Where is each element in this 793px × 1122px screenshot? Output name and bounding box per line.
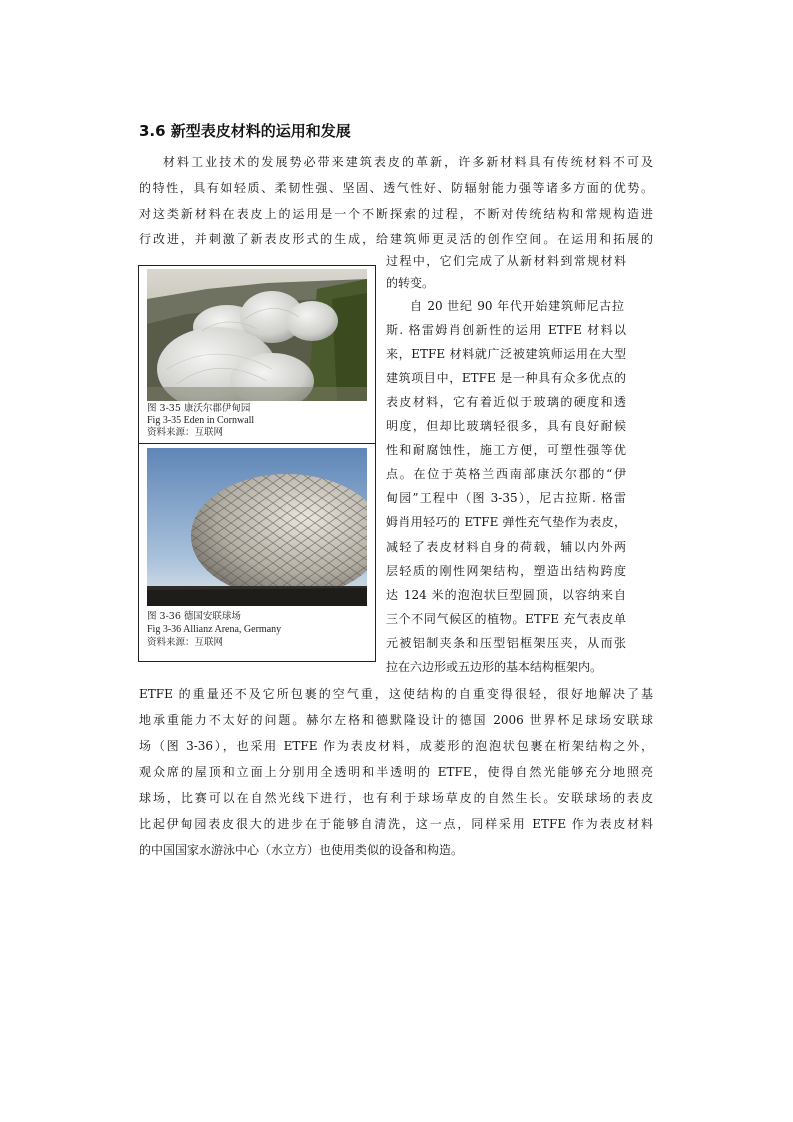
- body-text-line: 观众席的屋顶和立面上分别用全透明和半透明的 ETFE，使得自然光能够充分地照亮: [139, 765, 653, 779]
- figure-caption-cn: 图 3-36 德国安联球场: [147, 611, 241, 622]
- body-text-line: 比起伊甸园表皮很大的进步在于能够自清洗，这一点，同样采用 ETFE 作为表皮材料: [139, 817, 653, 831]
- allianz-photo: [147, 448, 367, 606]
- figure-caption-cn: 图 3-35 康沃尔郡伊甸园: [147, 403, 251, 414]
- body-text-line: 斯. 格雷姆肖创新性的运用 ETFE 材料以: [386, 323, 626, 337]
- body-text-line: 拉在六边形或五边形的基本结构框架内。: [386, 660, 603, 674]
- body-text-line: ETFE 的重量还不及它所包裹的空气重，这使结构的自重变得很轻，很好地解决了基: [139, 687, 653, 701]
- body-text-line: 性和耐腐蚀性，施工方便，可塑性强等优: [386, 443, 626, 457]
- body-text-line: 达 124 米的泡泡状巨型圆顶，以容纳来自: [386, 588, 626, 602]
- body-text-line: 球场，比赛可以在自然光线下进行，也有利于球场草皮的自然生长。安联球场的表皮: [139, 791, 653, 805]
- figure-caption-en: Fig 3-35 Eden in Cornwall: [147, 415, 255, 426]
- body-text-line: 行改进，并刺激了新表皮形式的生成，给建筑师更灵活的创作空间。在运用和拓展的: [139, 232, 653, 246]
- body-text-line: 点。在位于英格兰西南部康沃尔郡的“伊: [386, 467, 626, 481]
- figure-source: 资料来源：互联网: [147, 637, 224, 648]
- body-text-line: 明度，但却比玻璃轻很多，具有良好耐候: [386, 419, 626, 433]
- body-text-line: 甸园”工程中（图 3-35），尼古拉斯. 格雷: [386, 491, 626, 505]
- body-text-line: 减轻了表皮材料自身的荷载，辅以内外两: [386, 540, 626, 554]
- body-text-line: 的中国国家水游泳中心（水立方）也使用类似的设备和构造。: [139, 843, 464, 857]
- figure-source: 资料来源：互联网: [147, 427, 224, 438]
- body-text-line: 对这类新材料在表皮上的运用是一个不断探索的过程，不断对传统结构和常规构造进: [139, 207, 653, 221]
- section-title: 3.6 新型表皮材料的运用和发展: [139, 122, 351, 140]
- body-text-line: 表皮材料，它有着近似于玻璃的硬度和透: [386, 395, 626, 409]
- body-text-line: 过程中，它们完成了从新材料到常规材料: [386, 254, 626, 268]
- figure-eden: [138, 265, 376, 445]
- body-text-line: 场（图 3-36），也采用 ETFE 作为表皮材料，成菱形的泡泡状包裹在桁架结构之外，: [139, 739, 653, 753]
- figure-caption-en: Fig 3-36 Allianz Arena, Germany: [147, 624, 282, 635]
- body-text-line: 自 20 世纪 90 年代开始建筑师尼古拉: [410, 299, 624, 313]
- body-text-line: 元被铝制夹条和压型铝框架压夹，从而张: [386, 636, 626, 650]
- body-text-line: 层轻质的刚性网架结构，塑造出结构跨度: [386, 564, 626, 578]
- eden-photo: [147, 269, 367, 401]
- figure-allianz: [138, 443, 376, 662]
- body-text-line: 建筑项目中，ETFE 是一种具有众多优点的: [386, 371, 626, 385]
- body-text-line: 的特性，具有如轻质、柔韧性强、坚固、透气性好、防辐射能力强等诸多方面的优势。: [139, 181, 653, 195]
- body-text-line: 来，ETFE 材料就广泛被建筑师运用在大型: [386, 347, 626, 361]
- body-text-line: 姆肖用轻巧的 ETFE 弹性充气垫作为表皮，: [386, 515, 626, 529]
- body-text-line: 地承重能力不太好的问题。赫尔左格和德默隆设计的德国 2006 世界杯足球场安联球: [139, 713, 653, 727]
- body-text-line: 材料工业技术的发展势必带来建筑表皮的革新，许多新材料具有传统材料不可及: [163, 155, 653, 169]
- body-text-line: 的转变。: [386, 276, 435, 290]
- body-text-line: 三个不同气候区的植物。ETFE 充气表皮单: [386, 612, 626, 626]
